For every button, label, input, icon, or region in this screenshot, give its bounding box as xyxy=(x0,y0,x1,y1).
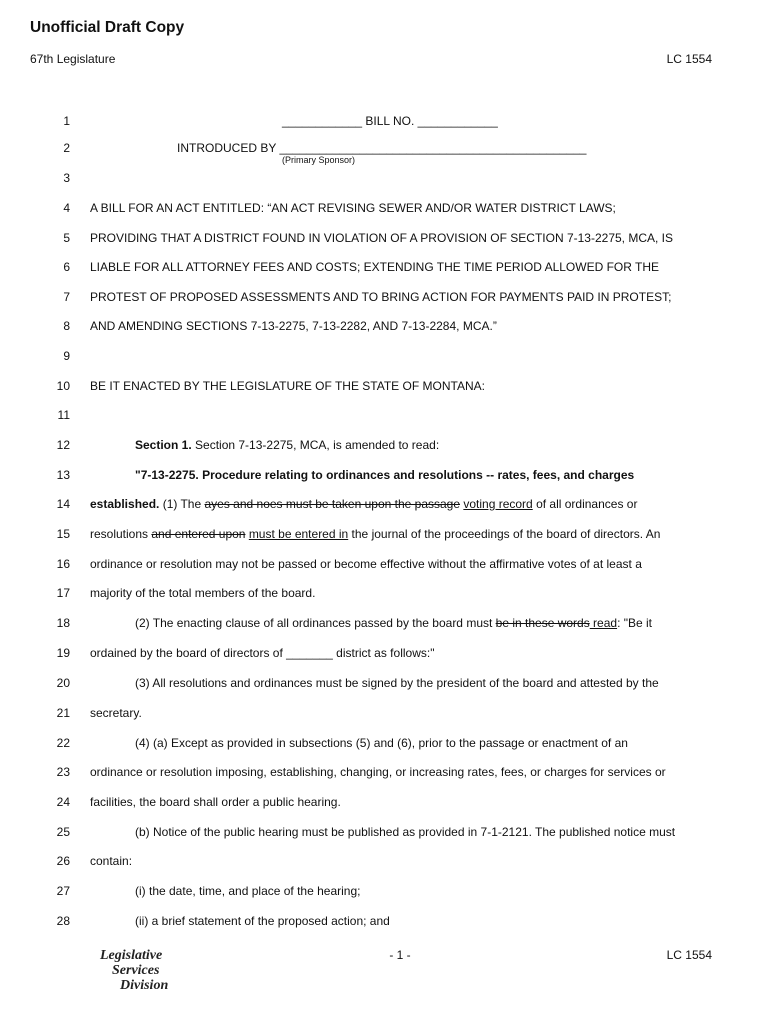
line-number: 19 xyxy=(56,646,70,660)
title-line-6: LIABLE FOR ALL ATTORNEY FEES AND COSTS; EXTENDING THE TIME PERIOD ALLOWED FOR THE xyxy=(90,260,660,274)
text-line-15 xyxy=(90,527,716,541)
text-line-16: ordinance or resolution may not be passed or become effective without the affirmative votes of at least a xyxy=(90,557,642,571)
line-number: 26 xyxy=(56,854,70,868)
section-label: Section 1. xyxy=(135,438,192,452)
text-line-21: secretary. xyxy=(90,706,142,720)
logo-text: Services xyxy=(112,963,160,978)
text-line-23: ordinance or resolution imposing, establishing, changing, or increasing rates, fees, or charges for services or xyxy=(90,765,666,779)
inserted-text: read xyxy=(589,616,618,630)
line-number: 7 xyxy=(63,290,70,304)
stricken-text: ayes and noes must be taken upon the passage xyxy=(204,497,461,511)
text-fragment: resolutions xyxy=(90,527,152,541)
title-line-5: PROVIDING THAT A DISTRICT FOUND IN VIOLATION OF A PROVISION OF SECTION 7-13-2275, MCA, IS xyxy=(90,231,674,245)
section-catchline: "7-13-2275. Procedure relating to ordinances and resolutions -- rates, fees, and charges xyxy=(135,468,635,482)
text-fragment: : "Be it xyxy=(617,616,653,630)
text-fragment: (1) The xyxy=(159,497,205,511)
line-number: 8 xyxy=(63,319,70,333)
inserted-text: must be entered in xyxy=(248,527,349,541)
text-fragment: of all ordinances or xyxy=(532,497,638,511)
line-number: 9 xyxy=(63,349,70,363)
text-line-17: majority of the total members of the board. xyxy=(90,586,316,600)
text-fragment: (2) The enacting clause of all ordinances passed by the board must xyxy=(135,616,496,630)
text-line-27: (i) the date, time, and place of the hearing; xyxy=(135,884,361,898)
line-number: 23 xyxy=(56,765,70,779)
line-number: 1 xyxy=(63,114,70,128)
catchline-end: established. xyxy=(90,497,160,511)
line-number: 2 xyxy=(63,141,70,155)
title-line-7: PROTEST OF PROPOSED ASSESSMENTS AND TO BRING ACTION FOR PAYMENTS PAID IN PROTEST; xyxy=(90,290,672,304)
title-line-8: AND AMENDING SECTIONS 7-13-2275, 7-13-2282, AND 7-13-2284, MCA.” xyxy=(90,319,497,333)
text-line-14 xyxy=(90,497,716,511)
stricken-text: and entered upon xyxy=(151,527,246,541)
legislature-label: 67th Legislature xyxy=(30,52,116,66)
stricken-text: be in these words xyxy=(495,616,590,630)
line-number: 24 xyxy=(56,795,70,809)
bill-no-line: ____________ BILL NO. ____________ xyxy=(282,114,498,128)
text-line-26: contain: xyxy=(90,854,133,868)
text-line-22: (4) (a) Except as provided in subsections (5) and (6), prior to the passage or enactment of an xyxy=(135,736,628,750)
draft-title: Unofficial Draft Copy xyxy=(30,19,185,36)
line-number: 14 xyxy=(56,497,70,511)
line-number: 25 xyxy=(56,825,70,839)
primary-sponsor-label: (Primary Sponsor) xyxy=(282,155,356,165)
line-number: 15 xyxy=(56,527,70,541)
line-number: 10 xyxy=(56,379,70,393)
section-1-heading xyxy=(90,438,716,452)
inserted-text: voting record xyxy=(463,497,533,511)
line-number: 6 xyxy=(63,260,70,274)
text-fragment: the journal of the proceedings of the board of directors. An xyxy=(348,527,661,541)
text-line-19: ordained by the board of directors of _______ district as follows:" xyxy=(90,646,435,660)
logo-text: Legislative xyxy=(100,948,163,963)
line-number: 22 xyxy=(56,736,70,750)
text-line-25: (b) Notice of the public hearing must be published as provided in 7-1-2121. The published notice must xyxy=(135,825,676,839)
title-line-4: A BILL FOR AN ACT ENTITLED: “AN ACT REVISING SEWER AND/OR WATER DISTRICT LAWS; xyxy=(90,201,616,215)
line-number: 12 xyxy=(56,438,70,452)
text-line-20: (3) All resolutions and ordinances must be signed by the president of the board and attested by the xyxy=(135,676,659,690)
lc-number-footer: LC 1554 xyxy=(666,948,712,962)
line-number: 17 xyxy=(56,586,70,600)
line-number: 16 xyxy=(56,557,70,571)
page-number: - 1 - xyxy=(389,948,411,962)
lsd-logo xyxy=(100,948,190,998)
line-number: 20 xyxy=(56,676,70,690)
line-number: 28 xyxy=(56,914,70,928)
line-number: 11 xyxy=(57,408,70,422)
section-text: Section 7-13-2275, MCA, is amended to read: xyxy=(191,438,440,452)
text-line-18 xyxy=(90,616,716,630)
line-number: 3 xyxy=(63,171,70,185)
logo-text: Division xyxy=(120,978,169,993)
text-line-24: facilities, the board shall order a public hearing. xyxy=(90,795,341,809)
enacting-clause: BE IT ENACTED BY THE LEGISLATURE OF THE STATE OF MONTANA: xyxy=(90,379,485,393)
line-number: 5 xyxy=(63,231,70,245)
line-number: 18 xyxy=(56,616,70,630)
line-number: 21 xyxy=(56,706,70,720)
text-line-28: (ii) a brief statement of the proposed action; and xyxy=(135,914,390,928)
line-number: 13 xyxy=(56,468,70,482)
line-number: 4 xyxy=(63,201,70,215)
line-number: 27 xyxy=(56,884,70,898)
introduced-by-line: INTRODUCED BY ______________________________________________ xyxy=(177,141,587,155)
lc-number-header: LC 1554 xyxy=(666,52,712,66)
